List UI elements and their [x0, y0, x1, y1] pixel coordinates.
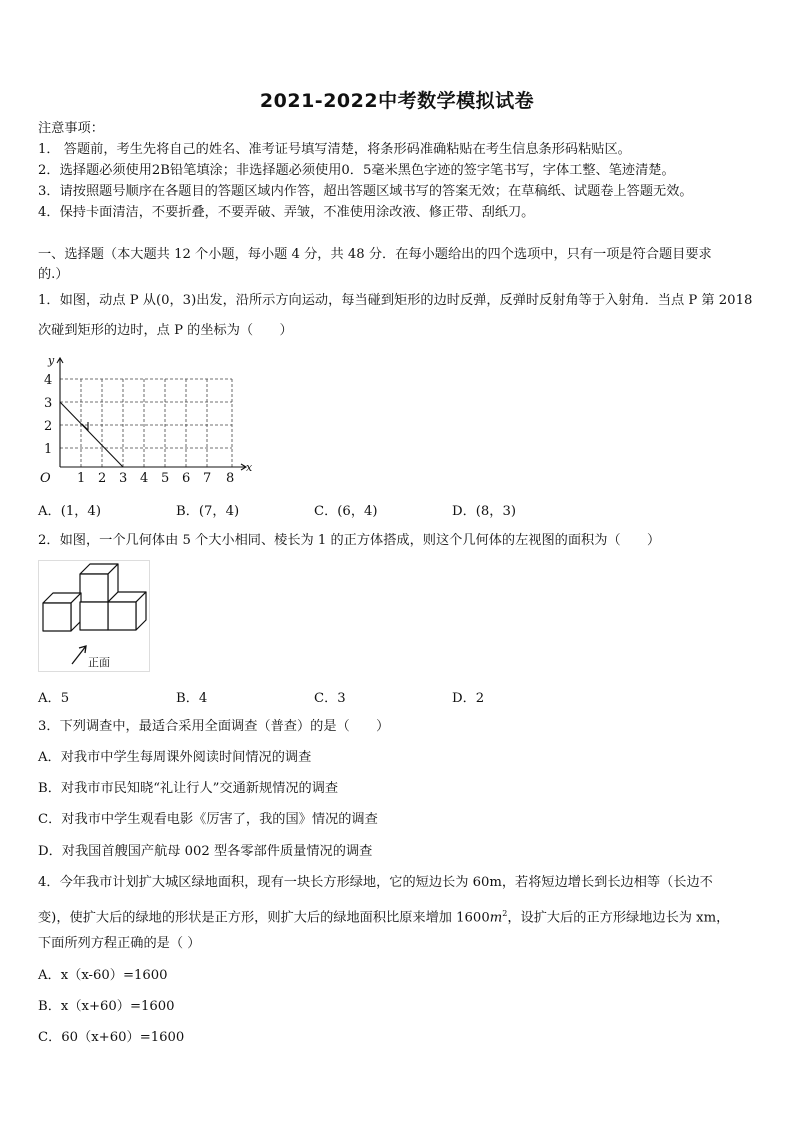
y-axis-label: y: [48, 354, 55, 367]
q4-stem-part-a: 变)，使扩大后的绿地的形状是正方形，则扩大后的绿地面积比原来增加 1600: [38, 910, 490, 926]
q4-stem-part-b: ，设扩大后的正方形绿地边长为 xm，: [507, 910, 730, 926]
q1-stem-cont: 次碰到矩形的边时，点 P 的坐标为（ ）: [38, 323, 293, 338]
q4-option-b: B．x（x+60）=1600: [38, 999, 175, 1014]
x-tick-4: 4: [140, 471, 149, 486]
x-tick-8: 8: [226, 471, 235, 486]
section-heading: 一、选择题（本大题共 12 个小题，每小题 4 分，共 48 分．在每小题给出的四个选项中，只有一项是符合题目要求: [38, 247, 712, 262]
y-tick-2: 2: [44, 419, 53, 434]
q4-stem-cont: [38, 905, 729, 927]
y-tick-4: 4: [44, 373, 53, 388]
q2-option-c: C．3: [314, 691, 346, 706]
x-tick-1: 1: [77, 471, 86, 486]
q3-option-a: A．对我市中学生每周课外阅读时间情况的调查: [38, 750, 312, 765]
x-tick-3: 3: [119, 471, 128, 486]
q3-option-b: B．对我市市民知晓“礼让行人”交通新规情况的调查: [38, 781, 339, 796]
q4-stem: 4．今年我市计划扩大城区绿地面积，现有一块长方形绿地，它的短边长为 60m，若将短边增长到长边相等（长边不: [38, 875, 713, 890]
notice-item-3: 3．请按照题号顺序在各题目的答题区域内作答，超出答题区域书写的答案无效；在草稿纸、试题卷上答题无效。: [38, 184, 693, 199]
q1-option-c: C．(6，4): [314, 504, 378, 519]
q3-stem: 3．下列调查中，最适合采用全面调查（普查）的是（ ）: [38, 719, 390, 734]
path-line: [60, 402, 123, 467]
q2-cube-figure: [38, 560, 150, 672]
q1-option-b: B．(7，4): [176, 504, 240, 519]
x-axis-label: x: [246, 461, 253, 474]
q1-option-d: D．(8，3): [452, 504, 517, 519]
y-tick-3: 3: [44, 396, 53, 411]
q2-option-b: B．4: [176, 691, 208, 706]
front-arrow: [72, 646, 86, 664]
q3-option-c: C．对我市中学生观看电影《厉害了，我的国》情况的调查: [38, 812, 378, 827]
q1-stem: 1．如图，动点 P 从(0，3)出发，沿所示方向运动，每当碰到矩形的边时反弹，反弹时反射角等于入射角．当点 P 第 2018: [38, 293, 753, 308]
x-tick-2: 2: [98, 471, 107, 486]
section-heading-cont: 的.）: [38, 267, 69, 282]
q3-option-d: D．对我国首艘国产航母 002 型各零部件质量情况的调查: [38, 844, 373, 859]
q4-option-a: A．x（x-60）=1600: [38, 968, 168, 983]
x-tick-6: 6: [182, 471, 191, 486]
origin-label: O: [40, 471, 51, 486]
q4-stem-end: 下面所列方程正确的是（ ）: [38, 936, 201, 951]
q1-option-a: A．(1，4): [38, 504, 101, 519]
x-tick-7: 7: [203, 471, 212, 486]
q4-unit-exp: 2: [502, 909, 508, 918]
notice-item-4: 4．保持卡面清洁，不要折叠，不要弄破、弄皱，不准使用涂改液、修正带、刮纸刀。: [38, 205, 535, 220]
q4-unit: m: [489, 910, 503, 926]
notice-item-1: 1． 答题前，考生先将自己的姓名、准考证号填写清楚，将条形码准确粘贴在考生信息条形码粘贴区。: [38, 142, 631, 157]
q2-option-d: D．2: [452, 691, 485, 706]
notice-heading: 注意事项：: [38, 121, 104, 136]
y-tick-1: 1: [44, 442, 53, 457]
q1-coordinate-figure: [30, 350, 260, 490]
q2-option-a: A．5: [38, 691, 70, 706]
q2-stem: 2．如图，一个几何体由 5 个大小相同、棱长为 1 的正方体搭成，则这个几何体的左视图的面积为（ ）: [38, 533, 661, 548]
x-tick-5: 5: [161, 471, 170, 486]
notice-item-2: 2．选择题必须使用2B铅笔填涂；非选择题必须使用0．5毫米黑色字迹的签字笔书写，字体工整、笔迹清楚。: [38, 163, 675, 178]
page-title: 2021-2022中考数学模拟试卷: [259, 90, 535, 112]
q4-option-c: C．60（x+60）=1600: [38, 1030, 185, 1045]
front-label: 正面: [88, 656, 110, 669]
